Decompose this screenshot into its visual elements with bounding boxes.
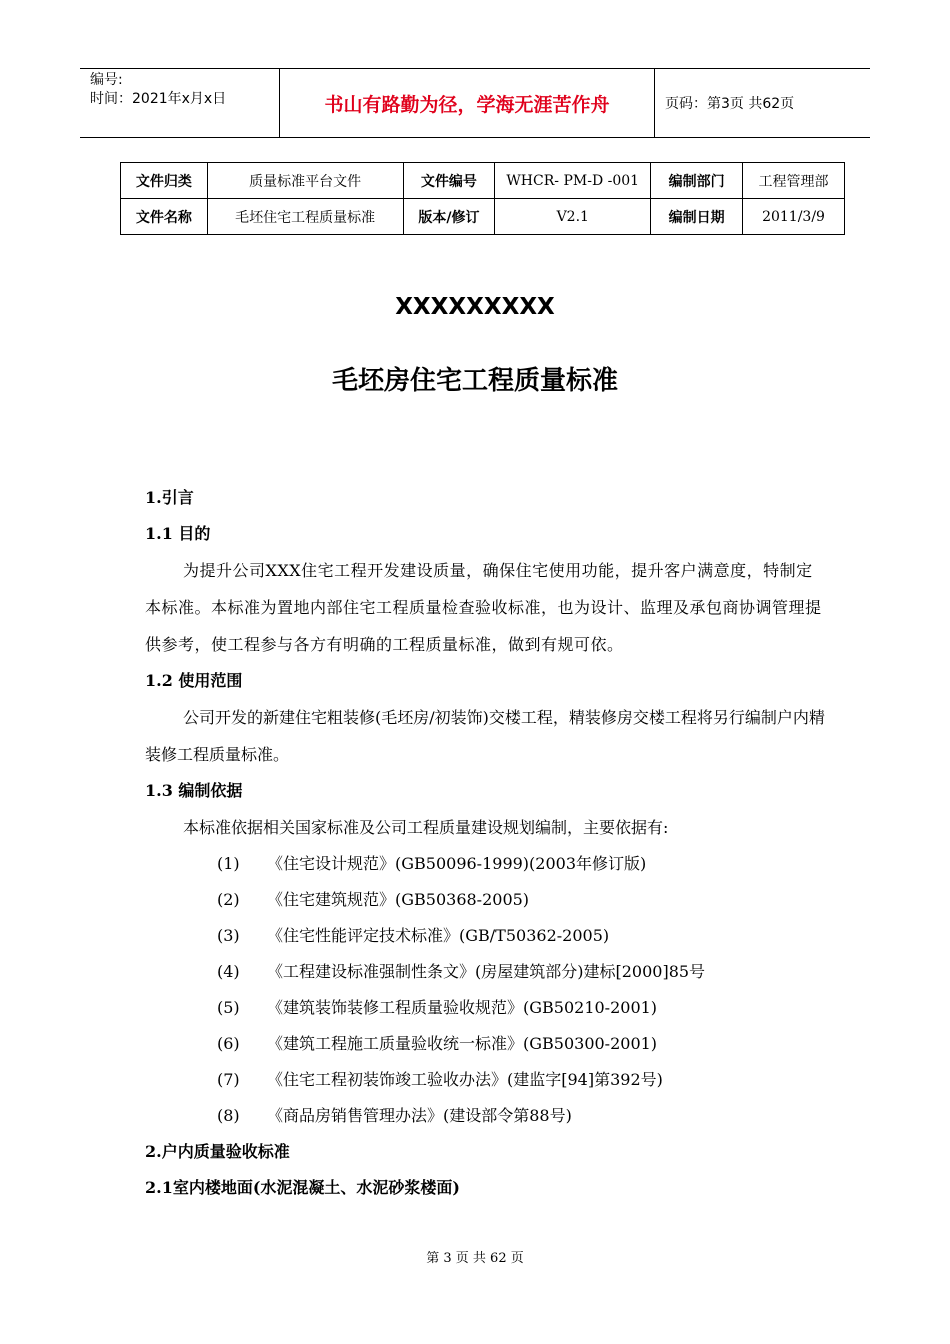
ref-text: 《建筑装饰装修工程质量验收规范》(GB50210-2001) bbox=[267, 998, 658, 1017]
list-item bbox=[145, 990, 825, 1026]
info-key: 文件名称 bbox=[121, 199, 208, 235]
ref-number: (1) bbox=[217, 854, 240, 873]
page-header bbox=[80, 68, 870, 138]
page-footer: 第 3 页 共 62 页 bbox=[426, 1251, 524, 1266]
header-motto: 书山有路勤为径，学海无涯苦作舟 bbox=[280, 69, 655, 137]
ref-text: 《商品房销售管理办法》(建设部令第88号) bbox=[267, 1106, 572, 1125]
info-value: WHCR- PM-D -001 bbox=[495, 163, 651, 199]
doc-title: 毛坯房住宅工程质量标准 bbox=[331, 366, 618, 396]
document-body bbox=[145, 480, 825, 1206]
document-info-table bbox=[120, 162, 845, 235]
ref-number: (5) bbox=[217, 998, 240, 1017]
table-row bbox=[121, 199, 845, 235]
paragraph: 为提升公司XXX住宅工程开发建设质量，确保住宅使用功能，提升客户满意度，特制定本标准。本标准为置地内部住宅工程质量检查验收标准，也为设计、监理及承包商协调管理提供参考，使工程参与各方有明确的工程质量标准，做到有规可依。 bbox=[145, 561, 822, 654]
ref-text: 《工程建设标准强制性条文》(房屋建筑部分)建标[2000]85号 bbox=[267, 962, 706, 981]
ref-number: (6) bbox=[217, 1034, 240, 1053]
ref-text: 《住宅性能评定技术标准》(GB/T50362-2005) bbox=[267, 926, 610, 945]
subsection-heading: 1.2 使用范围 bbox=[145, 671, 243, 690]
info-key: 编制部门 bbox=[651, 163, 743, 199]
list-item bbox=[145, 918, 825, 954]
info-key: 版本/修订 bbox=[403, 199, 495, 235]
paragraph: 本标准依据相关国家标准及公司工程质量建设规划编制，主要依据有: bbox=[183, 818, 669, 837]
subsection-heading: 1.3 编制依据 bbox=[145, 781, 243, 800]
info-value: 工程管理部 bbox=[743, 163, 845, 199]
subsection-heading: 2.1室内楼地面(水泥混凝土、水泥砂浆楼面) bbox=[145, 1178, 460, 1197]
list-item bbox=[145, 846, 825, 882]
ref-text: 《住宅建筑规范》(GB50368-2005) bbox=[267, 890, 530, 909]
header-page-info: 页码：第3页 共62页 bbox=[665, 96, 795, 112]
table-row bbox=[121, 163, 845, 199]
info-value: 毛坯住宅工程质量标准 bbox=[207, 199, 403, 235]
doc-time-label: 时间：2021年x月x日 bbox=[90, 91, 227, 107]
ref-text: 《住宅工程初装饰竣工验收办法》(建监字[94]第392号) bbox=[267, 1070, 663, 1089]
doc-title-code: XXXXXXXXX bbox=[395, 294, 555, 320]
list-item bbox=[145, 1062, 825, 1098]
ref-text: 《住宅设计规范》(GB50096-1999)(2003年修订版) bbox=[267, 854, 647, 873]
paragraph: 公司开发的新建住宅粗装修(毛坯房/初装饰)交楼工程，精装修房交楼工程将另行编制户内精装修工程质量标准。 bbox=[145, 708, 825, 764]
ref-number: (2) bbox=[217, 890, 240, 909]
info-value: 2011/3/9 bbox=[743, 199, 845, 235]
list-item bbox=[145, 882, 825, 918]
info-key: 文件归类 bbox=[121, 163, 208, 199]
list-item bbox=[145, 1098, 825, 1134]
ref-text: 《建筑工程施工质量验收统一标准》(GB50300-2001) bbox=[267, 1034, 658, 1053]
subsection-heading: 1.1 目的 bbox=[145, 524, 211, 543]
ref-number: (3) bbox=[217, 926, 240, 945]
info-key: 编制日期 bbox=[651, 199, 743, 235]
header-meta bbox=[80, 69, 280, 137]
ref-number: (8) bbox=[217, 1106, 240, 1125]
info-value: V2.1 bbox=[495, 199, 651, 235]
info-value: 质量标准平台文件 bbox=[207, 163, 403, 199]
list-item bbox=[145, 954, 825, 990]
list-item bbox=[145, 1026, 825, 1062]
doc-number-label: 编号: bbox=[90, 72, 123, 88]
ref-number: (4) bbox=[217, 962, 240, 981]
info-key: 文件编号 bbox=[403, 163, 495, 199]
ref-number: (7) bbox=[217, 1070, 240, 1089]
section-heading: 2.户内质量验收标准 bbox=[145, 1142, 290, 1161]
section-heading: 1.引言 bbox=[145, 488, 194, 507]
